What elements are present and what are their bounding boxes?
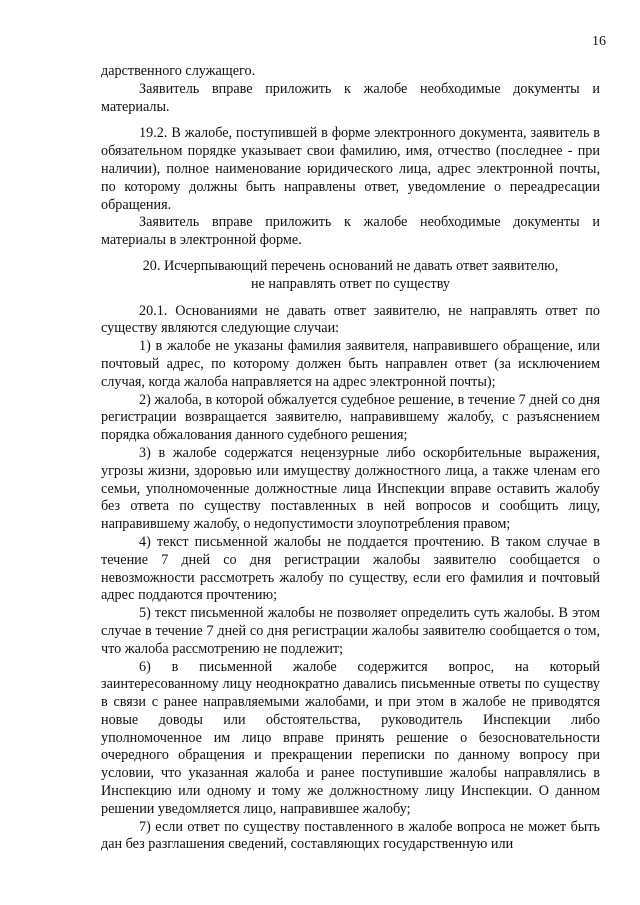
section-heading-line-1: 20. Исчерпывающий перечень оснований не давать ответ заявителю, <box>142 257 559 274</box>
list-item-4: 4) текст письменной жалобы не поддается прочтению. В таком случае в течение 7 дней со дня регистрации жалобы заявителю сообщается о невозможности рассмотреть жалобу по существу, если его фамилия и почтовый адрес поддаются прочтению; <box>101 533 600 604</box>
section-heading-line-2: не направлять ответ по существу <box>250 275 451 292</box>
list-item-6: 6) в письменной жалобе содержится вопрос, на который заинтересованному лицу неоднократно давались письменные ответы по существу в связи с ранее направляемыми жалобами, и при этом в жалобе не приводятся новые доводы или обстоятельства, руководитель Инспекции либо уполномоченное им лицо вправе принять решение о безосновательности очередного обращения и прекращении переписки по данному вопросу при условии, что указанная жалоба и ранее поступившие жалобы направлялись в Инспекцию или одному и тому же должностному лицу Инспекции. О данном решении уведомляется лицо, направившее жалобу; <box>101 658 600 817</box>
paragraph-attach-electronic: Заявитель вправе приложить к жалобе необходимые документы и материалы в электронной форме. <box>101 214 600 249</box>
section-heading-20 <box>101 258 600 294</box>
paragraph-attach-documents: Заявитель вправе приложить к жалобе необходимые документы и материалы. <box>101 80 600 115</box>
list-item-3: 3) в жалобе содержатся нецензурные либо оскорбительные выражения, угрозы жизни, здоровью или имуществу должностного лица, а также членам его семьи, уполномоченные должностные лица Инспекции вправе оставить жалобу без ответа по существу поставленных в ней вопросов и сообщить лицу, направившему жалобу, о недопустимости злоупотребления правом; <box>101 444 600 533</box>
list-item-7: 7) если ответ по существу поставленного в жалобе вопроса не может быть дан без разглашения сведений, составляющих государственную или <box>101 818 600 853</box>
paragraph-20-1: 20.1. Основаниями не давать ответ заявителю, не направлять ответ по существу являются следующие случаи: <box>101 302 600 337</box>
list-item-1: 1) в жалобе не указаны фамилия заявителя, направившего обращение, или почтовый адрес, по которому должен быть направлен ответ (за исключением случая, когда жалоба направляется на адрес электронной почты); <box>101 338 600 390</box>
page-number: 16 <box>592 34 606 49</box>
list-item-5: 5) текст письменной жалобы не позволяет определить суть жалобы. В этом случае в течение 7 дней со дня регистрации жалобы заявителю сообщается о том, что жалоба рассмотрению не подлежит; <box>101 605 600 657</box>
paragraph-continuation: дарственного служащего. <box>101 63 256 79</box>
document-body <box>101 63 600 854</box>
paragraph-19-2: 19.2. В жалобе, поступившей в форме электронного документа, заявитель в обязательном порядке указывает свои фамилию, имя, отчество (последнее - при наличии), полное наименование юридического лица, адрес электронной почты, по которому должны быть направлены ответ, уведомление о переадресации обращения. <box>101 125 600 213</box>
list-item-2: 2) жалоба, в которой обжалуется судебное решение, в течение 7 дней со дня регистрации возвращается заявителю, направившему жалобу, с разъяснением порядка обжалования данного судебного решения; <box>101 391 600 444</box>
